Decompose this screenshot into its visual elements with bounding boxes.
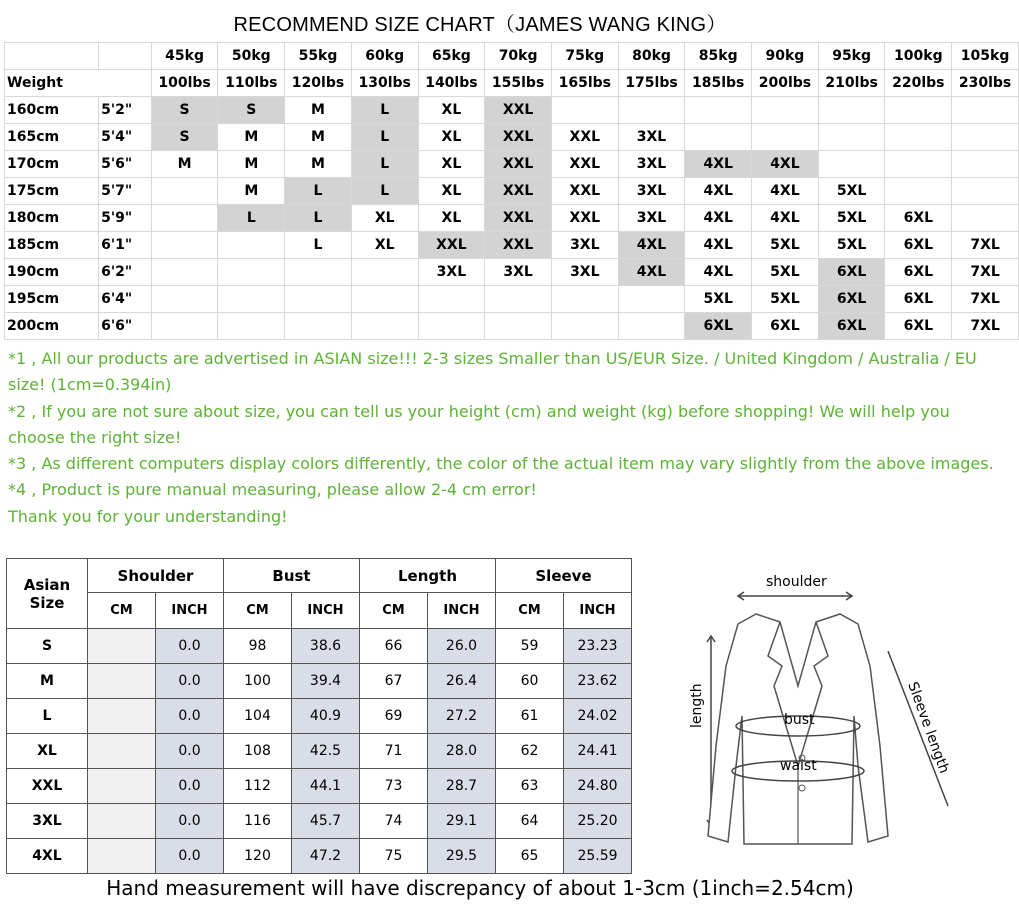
measure-value: 60	[496, 664, 564, 699]
height-cm: 165cm	[5, 124, 99, 151]
size-cell	[151, 232, 218, 259]
measure-row	[7, 664, 632, 699]
size-cell: 5XL	[818, 178, 885, 205]
measure-value: 0.0	[156, 734, 224, 769]
height-ft: 5'6"	[99, 151, 152, 178]
size-chart-row	[5, 178, 1019, 205]
height-cm: 175cm	[5, 178, 99, 205]
size-cell: 3XL	[418, 259, 485, 286]
measure-value: 98	[224, 629, 292, 664]
size-cell: 4XL	[685, 151, 752, 178]
notes-block	[8, 346, 1008, 530]
size-chart-row	[5, 259, 1019, 286]
note-1: *1 , All our products are advertised in ASIAN size!!! 2-3 sizes Smaller than US/EUR Size. / United Kingdom / Australia / EU size! (1cm=0.394in)	[8, 349, 977, 395]
weight-kg-header: 100kg	[885, 43, 952, 70]
height-cm: 200cm	[5, 313, 99, 340]
note-2: *2 , If you are not sure about size, you can tell us your height (cm) and weight (kg) before shopping! We will help you choose the right size!	[8, 401, 950, 447]
measure-value: 71	[360, 734, 428, 769]
size-cell	[551, 97, 618, 124]
size-cell: 5XL	[818, 232, 885, 259]
size-cell	[285, 286, 352, 313]
size-label-cell: M	[7, 664, 88, 699]
size-cell	[151, 259, 218, 286]
size-cell: XXL	[485, 232, 552, 259]
measure-value: 0.0	[156, 664, 224, 699]
size-cell: 4XL	[685, 232, 752, 259]
height-ft: 5'9"	[99, 205, 152, 232]
corner-cell	[99, 43, 152, 70]
size-cell	[151, 178, 218, 205]
height-ft: 6'4"	[99, 286, 152, 313]
size-cell: L	[285, 205, 352, 232]
measure-value: 67	[360, 664, 428, 699]
measure-value: 112	[224, 769, 292, 804]
size-cell	[685, 124, 752, 151]
unit-header: INCH	[428, 593, 496, 629]
measure-value: 64	[496, 804, 564, 839]
diagram-sleeve-label: Sleeve length	[904, 679, 953, 776]
measure-value: 61	[496, 699, 564, 734]
weight-kg-header: 105kg	[952, 43, 1019, 70]
size-cell	[752, 124, 819, 151]
size-cell: XXL	[551, 124, 618, 151]
size-cell	[952, 151, 1019, 178]
size-cell: L	[351, 178, 418, 205]
weight-lbs-header: 110lbs	[218, 70, 285, 97]
size-label-cell: XL	[7, 734, 88, 769]
weight-lbs-header: 165lbs	[551, 70, 618, 97]
size-label-cell: 4XL	[7, 839, 88, 874]
measure-value: 0.0	[156, 629, 224, 664]
measure-value: 108	[224, 734, 292, 769]
weight-lbs-header: 200lbs	[752, 70, 819, 97]
size-cell	[818, 151, 885, 178]
size-label-cell: 3XL	[7, 804, 88, 839]
size-cell: M	[218, 151, 285, 178]
size-cell: M	[151, 151, 218, 178]
size-cell: 6XL	[818, 313, 885, 340]
size-cell: 7XL	[952, 313, 1019, 340]
weight-kg-header: 65kg	[418, 43, 485, 70]
size-cell: L	[285, 232, 352, 259]
weight-lbs-header: 120lbs	[285, 70, 352, 97]
weight-kg-header: 45kg	[151, 43, 218, 70]
size-chart-row	[5, 232, 1019, 259]
size-cell: 7XL	[952, 232, 1019, 259]
measure-value	[88, 839, 156, 874]
size-chart-row	[5, 313, 1019, 340]
size-cell	[151, 313, 218, 340]
measure-value: 116	[224, 804, 292, 839]
size-cell: XXL	[485, 97, 552, 124]
height-ft: 5'4"	[99, 124, 152, 151]
size-cell: XXL	[485, 178, 552, 205]
unit-header: INCH	[564, 593, 632, 629]
size-cell: 5XL	[685, 286, 752, 313]
measure-value: 26.4	[428, 664, 496, 699]
size-cell	[952, 124, 1019, 151]
size-cell: M	[285, 124, 352, 151]
measure-value: 47.2	[292, 839, 360, 874]
corner-cell	[5, 43, 99, 70]
measure-value: 45.7	[292, 804, 360, 839]
measure-value: 42.5	[292, 734, 360, 769]
size-cell: 3XL	[551, 232, 618, 259]
size-cell	[885, 124, 952, 151]
size-cell: 4XL	[752, 205, 819, 232]
measure-row	[7, 734, 632, 769]
measure-group-header: Sleeve	[496, 559, 632, 593]
size-cell: XXL	[485, 205, 552, 232]
note-thanks: Thank you for your understanding!	[8, 506, 288, 526]
measure-value: 0.0	[156, 699, 224, 734]
size-cell: XL	[418, 178, 485, 205]
measure-value: 65	[496, 839, 564, 874]
measure-row	[7, 804, 632, 839]
size-cell: 6XL	[818, 259, 885, 286]
measure-row	[7, 769, 632, 804]
size-cell: 3XL	[485, 259, 552, 286]
measure-value: 24.80	[564, 769, 632, 804]
measure-value: 23.62	[564, 664, 632, 699]
size-cell	[351, 313, 418, 340]
size-cell	[351, 259, 418, 286]
weight-lbs-header: 185lbs	[685, 70, 752, 97]
measure-value: 69	[360, 699, 428, 734]
measure-value: 75	[360, 839, 428, 874]
weight-lbs-header: 210lbs	[818, 70, 885, 97]
size-cell: 4XL	[618, 259, 685, 286]
size-cell: 7XL	[952, 286, 1019, 313]
height-ft: 5'7"	[99, 178, 152, 205]
weight-kg-header: 60kg	[351, 43, 418, 70]
size-cell: XXL	[551, 178, 618, 205]
size-cell	[151, 286, 218, 313]
size-cell: L	[351, 151, 418, 178]
height-cm: 190cm	[5, 259, 99, 286]
size-cell: 3XL	[618, 178, 685, 205]
measure-value: 100	[224, 664, 292, 699]
chart-title: RECOMMEND SIZE CHART（JAMES WANG KING）	[233, 14, 727, 36]
weight-lbs-header: 140lbs	[418, 70, 485, 97]
weight-kg-header: 80kg	[618, 43, 685, 70]
size-chart-row	[5, 97, 1019, 124]
asian-label: Asian	[23, 575, 71, 594]
weight-label: Weight	[5, 70, 152, 97]
diagram-shoulder-label: shoulder	[766, 574, 827, 590]
size-cell	[685, 97, 752, 124]
measure-value: 24.41	[564, 734, 632, 769]
size-cell: XXL	[551, 151, 618, 178]
measure-group-header: Length	[360, 559, 496, 593]
size-cell: 5XL	[818, 205, 885, 232]
measure-value: 29.5	[428, 839, 496, 874]
height-ft: 6'6"	[99, 313, 152, 340]
weight-kg-header: 75kg	[551, 43, 618, 70]
size-chart-row	[5, 286, 1019, 313]
measure-value: 120	[224, 839, 292, 874]
size-cell: 4XL	[685, 205, 752, 232]
size-cell: 5XL	[752, 259, 819, 286]
size-cell: 6XL	[885, 286, 952, 313]
size-cell: XXL	[485, 124, 552, 151]
size-cell	[485, 313, 552, 340]
measure-value: 59	[496, 629, 564, 664]
size-cell	[952, 178, 1019, 205]
size-cell: M	[285, 97, 352, 124]
measure-row	[7, 699, 632, 734]
measure-value: 62	[496, 734, 564, 769]
measure-value: 73	[360, 769, 428, 804]
size-cell: XL	[418, 205, 485, 232]
measure-value	[88, 664, 156, 699]
size-cell	[752, 97, 819, 124]
size-cell	[351, 286, 418, 313]
measure-row	[7, 839, 632, 874]
unit-header: CM	[88, 593, 156, 629]
size-cell: 6XL	[685, 313, 752, 340]
height-cm: 195cm	[5, 286, 99, 313]
size-cell: 6XL	[885, 205, 952, 232]
size-cell: L	[285, 178, 352, 205]
weight-kg-header: 55kg	[285, 43, 352, 70]
size-cell	[551, 313, 618, 340]
height-ft: 6'2"	[99, 259, 152, 286]
size-cell: XXL	[485, 151, 552, 178]
size-cell	[818, 124, 885, 151]
diagram-bust-label: bust	[784, 712, 815, 728]
size-cell: 6XL	[885, 313, 952, 340]
weight-lbs-header: 175lbs	[618, 70, 685, 97]
size-cell: 5XL	[752, 232, 819, 259]
size-cell	[952, 97, 1019, 124]
note-4: *4 , Product is pure manual measuring, please allow 2-4 cm error!	[8, 480, 537, 500]
size-cell: 4XL	[685, 259, 752, 286]
weight-kg-header: 50kg	[218, 43, 285, 70]
measure-value	[88, 734, 156, 769]
size-cell: 4XL	[752, 151, 819, 178]
recommend-size-table	[4, 42, 1019, 340]
size-cell: XXL	[551, 205, 618, 232]
size-chart-row	[5, 124, 1019, 151]
size-cell: 7XL	[952, 259, 1019, 286]
asian-size-header	[7, 559, 88, 629]
height-ft: 6'1"	[99, 232, 152, 259]
size-label: Size	[29, 593, 65, 612]
measure-value: 28.0	[428, 734, 496, 769]
measure-row	[7, 629, 632, 664]
height-cm: 180cm	[5, 205, 99, 232]
size-cell	[885, 151, 952, 178]
size-cell	[418, 286, 485, 313]
size-cell: 6XL	[885, 259, 952, 286]
measure-value: 23.23	[564, 629, 632, 664]
weight-lbs-header: 130lbs	[351, 70, 418, 97]
size-cell: 3XL	[551, 259, 618, 286]
height-cm: 185cm	[5, 232, 99, 259]
size-cell: 5XL	[752, 286, 819, 313]
size-chart-row	[5, 205, 1019, 232]
measure-value: 39.4	[292, 664, 360, 699]
size-cell	[885, 97, 952, 124]
size-cell	[618, 97, 685, 124]
measure-value: 63	[496, 769, 564, 804]
measure-value	[88, 769, 156, 804]
size-cell: L	[351, 124, 418, 151]
jacket-diagram	[656, 566, 956, 866]
size-cell	[551, 286, 618, 313]
measure-value: 0.0	[156, 804, 224, 839]
size-cell: L	[218, 205, 285, 232]
size-cell: 3XL	[618, 205, 685, 232]
height-cm: 160cm	[5, 97, 99, 124]
unit-header: INCH	[292, 593, 360, 629]
measure-value: 26.0	[428, 629, 496, 664]
size-cell: XXL	[418, 232, 485, 259]
size-cell	[418, 313, 485, 340]
size-label-cell: L	[7, 699, 88, 734]
weight-lbs-header: 220lbs	[885, 70, 952, 97]
measure-value: 38.6	[292, 629, 360, 664]
size-cell: S	[151, 97, 218, 124]
size-cell	[618, 313, 685, 340]
measure-value	[88, 629, 156, 664]
size-chart-row	[5, 151, 1019, 178]
size-cell: XL	[418, 97, 485, 124]
size-cell	[218, 232, 285, 259]
measurement-table	[6, 558, 632, 874]
weight-lbs-header: 100lbs	[151, 70, 218, 97]
size-cell: L	[351, 97, 418, 124]
measure-value: 44.1	[292, 769, 360, 804]
measure-value: 74	[360, 804, 428, 839]
unit-header: CM	[496, 593, 564, 629]
size-cell	[485, 286, 552, 313]
footer-note: Hand measurement will have discrepancy of about 1-3cm (1inch=2.54cm)	[106, 876, 854, 900]
weight-lbs-header: 155lbs	[485, 70, 552, 97]
size-cell	[952, 205, 1019, 232]
size-cell	[218, 313, 285, 340]
weight-kg-header: 90kg	[752, 43, 819, 70]
kg-header-row	[5, 43, 1019, 70]
size-cell: XL	[351, 232, 418, 259]
weight-kg-header: 95kg	[818, 43, 885, 70]
size-cell	[885, 178, 952, 205]
measure-value: 27.2	[428, 699, 496, 734]
note-3: *3 , As different computers display colors differently, the color of the actual item may vary slightly from the above images.	[8, 454, 994, 474]
measure-value: 25.20	[564, 804, 632, 839]
measure-value: 0.0	[156, 769, 224, 804]
measure-value: 25.59	[564, 839, 632, 874]
size-cell: M	[218, 124, 285, 151]
size-cell	[285, 313, 352, 340]
lbs-header-row	[5, 70, 1019, 97]
size-cell: 4XL	[685, 178, 752, 205]
size-label-cell: S	[7, 629, 88, 664]
diagram-length-label: length	[689, 683, 705, 728]
measure-value	[88, 699, 156, 734]
measure-header-row	[7, 559, 632, 593]
size-cell	[818, 97, 885, 124]
size-cell	[285, 259, 352, 286]
measure-group-header: Bust	[224, 559, 360, 593]
size-cell: 4XL	[752, 178, 819, 205]
size-cell: 6XL	[818, 286, 885, 313]
measure-value: 24.02	[564, 699, 632, 734]
height-cm: 170cm	[5, 151, 99, 178]
unit-header: CM	[224, 593, 292, 629]
size-cell: 6XL	[885, 232, 952, 259]
size-cell: 3XL	[618, 124, 685, 151]
measure-value: 104	[224, 699, 292, 734]
size-cell: 3XL	[618, 151, 685, 178]
size-cell	[151, 205, 218, 232]
size-cell: M	[285, 151, 352, 178]
size-cell: XL	[351, 205, 418, 232]
size-cell: S	[151, 124, 218, 151]
weight-lbs-header: 230lbs	[952, 70, 1019, 97]
size-label-cell: XXL	[7, 769, 88, 804]
size-cell: M	[218, 178, 285, 205]
size-cell	[618, 286, 685, 313]
size-cell: S	[218, 97, 285, 124]
measure-value: 0.0	[156, 839, 224, 874]
size-cell: XL	[418, 124, 485, 151]
measure-value: 40.9	[292, 699, 360, 734]
measure-value: 29.1	[428, 804, 496, 839]
weight-kg-header: 85kg	[685, 43, 752, 70]
height-ft: 5'2"	[99, 97, 152, 124]
measure-value: 28.7	[428, 769, 496, 804]
unit-header: INCH	[156, 593, 224, 629]
size-cell: 6XL	[752, 313, 819, 340]
unit-header: CM	[360, 593, 428, 629]
size-cell: 4XL	[618, 232, 685, 259]
measure-value	[88, 804, 156, 839]
size-cell	[218, 259, 285, 286]
weight-kg-header: 70kg	[485, 43, 552, 70]
diagram-waist-label: waist	[780, 758, 817, 774]
measure-unit-row	[7, 593, 632, 629]
size-cell	[218, 286, 285, 313]
measure-value: 66	[360, 629, 428, 664]
size-cell: XL	[418, 151, 485, 178]
measure-group-header: Shoulder	[88, 559, 224, 593]
